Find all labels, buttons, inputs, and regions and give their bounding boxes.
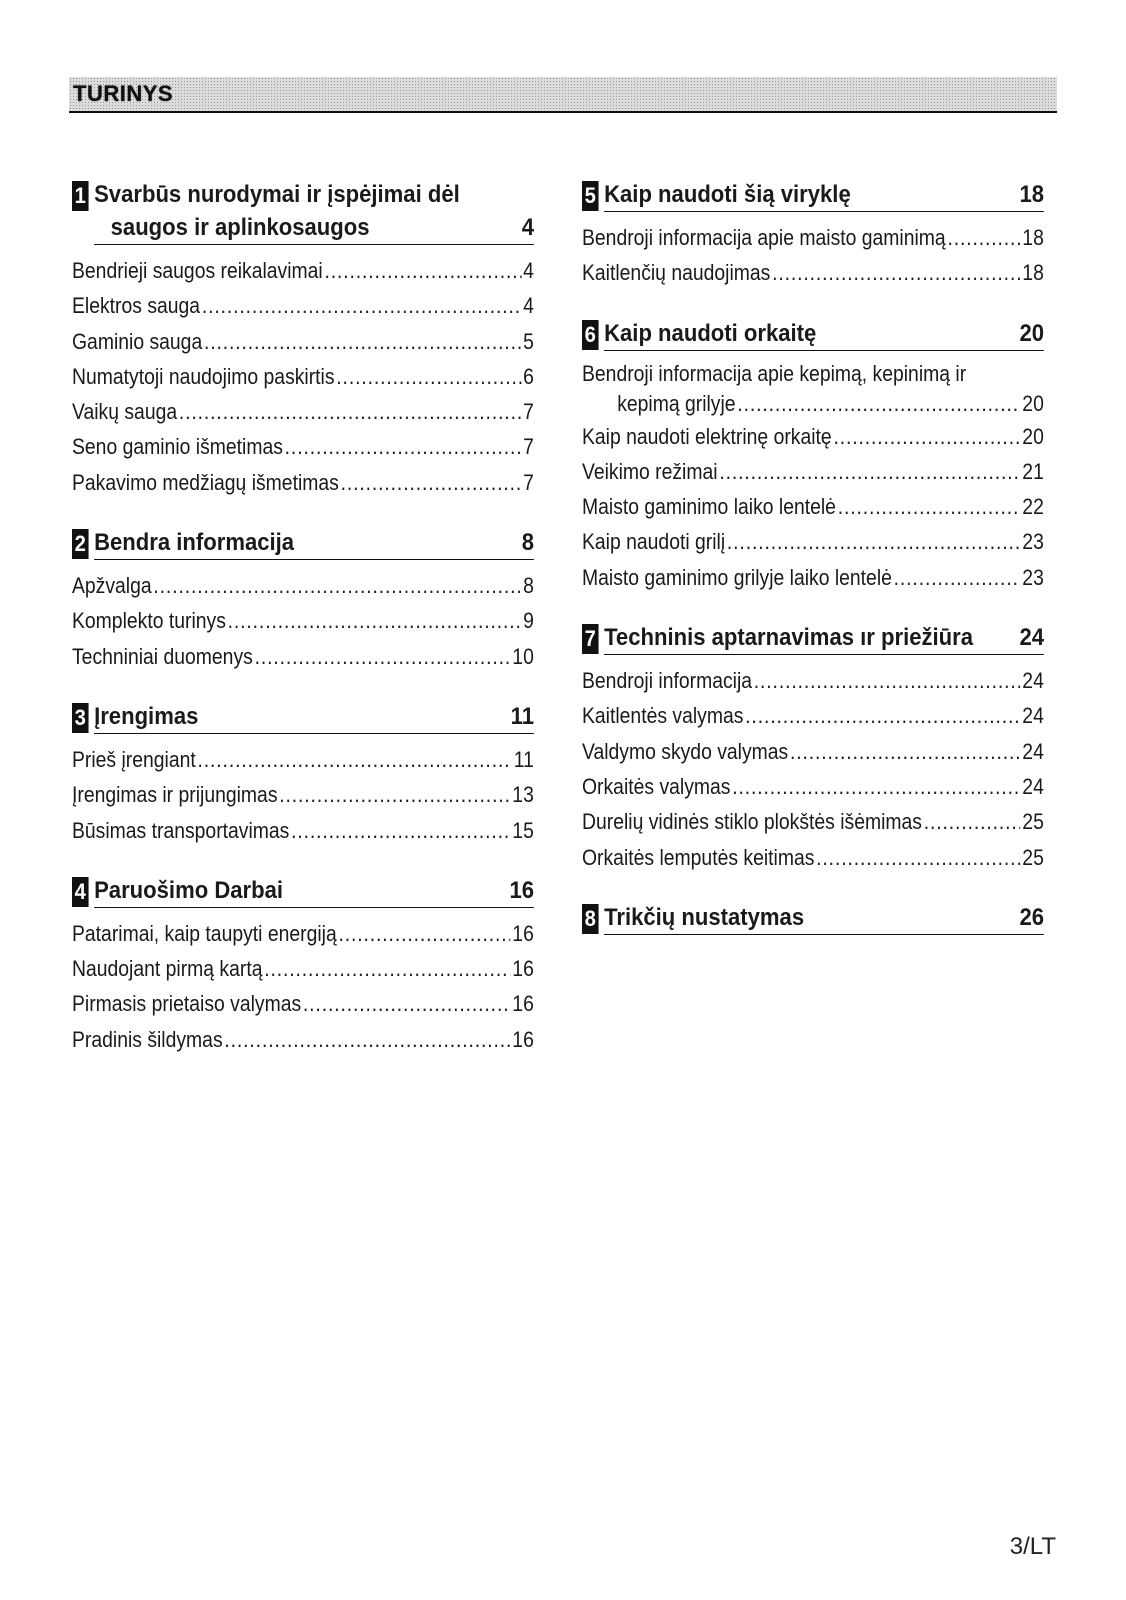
entry-label: Maisto gaminimo grilyje laiko lentelė bbox=[582, 564, 892, 590]
entry-page: 20 bbox=[1022, 390, 1044, 416]
leader-dots bbox=[279, 777, 510, 812]
section-entries bbox=[582, 663, 1044, 875]
section-heading[interactable] bbox=[582, 621, 1044, 655]
section-title-continued: saugos ir aplinkosaugos bbox=[110, 214, 370, 241]
leader-dots bbox=[737, 389, 1020, 419]
toc-right-column bbox=[582, 178, 1044, 961]
toc-entry[interactable] bbox=[72, 359, 534, 394]
section-number-badge: 3 bbox=[72, 703, 89, 733]
section-title: Bendra informacija bbox=[94, 529, 295, 557]
toc-entry[interactable] bbox=[72, 568, 534, 603]
entry-page: 20 bbox=[1022, 423, 1044, 449]
entry-page: 4 bbox=[523, 293, 534, 319]
entry-label: Bendroji informacija apie maisto gaminimą bbox=[582, 225, 946, 250]
entry-page: 9 bbox=[523, 608, 534, 634]
toc-section bbox=[72, 874, 534, 1057]
section-title-wrap bbox=[94, 526, 534, 560]
leader-dots bbox=[285, 429, 522, 464]
toc-left-column bbox=[72, 178, 534, 1083]
section-entries bbox=[72, 253, 534, 500]
toc-entry[interactable] bbox=[72, 253, 534, 288]
section-page: 18 bbox=[1019, 181, 1045, 208]
section-title-wrap bbox=[604, 317, 1044, 351]
page-heading: TURINYS bbox=[73, 81, 174, 106]
leader-dots bbox=[727, 524, 1021, 559]
entry-page: 16 bbox=[512, 956, 534, 982]
toc-entry[interactable] bbox=[582, 804, 1044, 839]
section-title-line bbox=[604, 621, 1044, 655]
entry-page: 15 bbox=[512, 817, 534, 843]
entry-label: Gaminio sauga bbox=[72, 328, 203, 354]
leader-dots bbox=[303, 986, 511, 1021]
section-page: 11 bbox=[510, 702, 535, 730]
toc-entry[interactable] bbox=[582, 454, 1044, 489]
section-title: Svarbūs nurodymai ir įspėjimai dėl bbox=[94, 181, 460, 208]
entry-label: Kaip naudoti grilį bbox=[582, 529, 726, 555]
toc-entry[interactable] bbox=[582, 220, 1044, 255]
leader-dots bbox=[754, 663, 1021, 698]
section-title: Kaip naudoti šią viryklę bbox=[604, 181, 851, 208]
toc-section bbox=[582, 317, 1044, 595]
section-number-badge: 2 bbox=[72, 529, 89, 559]
leader-dots bbox=[924, 804, 1021, 839]
leader-dots bbox=[338, 916, 510, 951]
toc-section bbox=[72, 526, 534, 674]
section-title-wrap bbox=[94, 178, 534, 245]
entry-page: 23 bbox=[1022, 564, 1044, 590]
leader-dots bbox=[324, 253, 521, 288]
section-entries bbox=[72, 742, 534, 848]
entry-label: Kaip naudoti elektrinę orkaitę bbox=[582, 423, 832, 449]
toc-entry[interactable] bbox=[582, 698, 1044, 733]
entry-label: Patarimai, kaip taupyti energiją bbox=[72, 920, 337, 946]
leader-dots bbox=[198, 742, 512, 777]
entry-label: Techniniai duomenys bbox=[72, 643, 253, 669]
section-title-line bbox=[94, 700, 534, 734]
toc-entry[interactable] bbox=[72, 465, 534, 500]
toc-entry[interactable] bbox=[582, 359, 1044, 419]
section-title: Įrengimas bbox=[94, 702, 199, 730]
entry-label: Orkaitės valymas bbox=[582, 773, 731, 799]
toc-entry[interactable] bbox=[582, 560, 1044, 595]
entry-label: Maisto gaminimo laiko lentelė bbox=[582, 494, 836, 520]
section-title: Kaip naudoti orkaitę bbox=[604, 319, 817, 347]
section-heading[interactable] bbox=[582, 317, 1044, 351]
toc-entry[interactable] bbox=[72, 394, 534, 429]
toc-section bbox=[72, 178, 534, 500]
section-heading[interactable] bbox=[72, 700, 534, 734]
header-bar bbox=[69, 77, 1057, 113]
toc-entry[interactable] bbox=[582, 419, 1044, 454]
section-title-line bbox=[94, 178, 534, 211]
toc-entry[interactable] bbox=[582, 524, 1044, 559]
toc-entry[interactable] bbox=[72, 603, 534, 638]
entry-label: Pakavimo medžiagų išmetimas bbox=[72, 469, 339, 495]
entry-label-continued: kepimą grilyje bbox=[617, 390, 736, 416]
toc-entry[interactable] bbox=[72, 951, 534, 986]
toc-entry[interactable] bbox=[582, 840, 1044, 875]
entry-page: 23 bbox=[1022, 529, 1044, 555]
section-title: Trikčių nustatymas bbox=[604, 903, 805, 931]
section-number-badge: 7 bbox=[582, 624, 599, 654]
section-number-badge: 4 bbox=[72, 877, 89, 907]
section-page: 24 bbox=[1019, 624, 1045, 652]
section-title-wrap bbox=[604, 178, 1044, 212]
entry-page: 24 bbox=[1022, 738, 1044, 764]
leader-dots bbox=[153, 568, 521, 603]
entry-page: 22 bbox=[1022, 494, 1044, 520]
entry-page: 11 bbox=[513, 746, 534, 772]
leader-dots bbox=[341, 465, 522, 500]
section-title: Techninis aptarnavimas ır priežiūra bbox=[604, 624, 974, 652]
entry-page: 16 bbox=[512, 1026, 534, 1052]
entry-label: Bendroji informacija bbox=[582, 668, 753, 694]
entry-page: 7 bbox=[523, 469, 534, 495]
entry-page: 16 bbox=[512, 991, 534, 1017]
entry-label: Apžvalga bbox=[72, 573, 152, 599]
entry-page: 16 bbox=[512, 920, 534, 946]
leader-dots bbox=[291, 813, 510, 848]
section-number-badge: 5 bbox=[582, 181, 599, 211]
leader-dots bbox=[719, 454, 1020, 489]
section-title-line bbox=[94, 211, 534, 245]
entry-label: Bendroji informacija apie kepimą, kepinimą ir bbox=[582, 360, 967, 386]
entry-label: Bendrieji saugos reikalavimai bbox=[72, 258, 323, 283]
toc-entry[interactable] bbox=[72, 742, 534, 777]
entry-label: Komplekto turinys bbox=[72, 608, 226, 634]
leader-dots bbox=[790, 734, 1021, 769]
entry-page: 18 bbox=[1022, 225, 1044, 250]
section-page: 20 bbox=[1019, 319, 1045, 347]
leader-dots bbox=[894, 560, 1021, 595]
leader-dots bbox=[264, 951, 510, 986]
section-entries bbox=[582, 359, 1044, 595]
section-title-line bbox=[604, 178, 1044, 212]
entry-label: Kaitlenčių naudojimas bbox=[582, 260, 771, 286]
toc-entry[interactable] bbox=[582, 255, 1044, 290]
entry-page: 18 bbox=[1022, 260, 1044, 286]
entry-label: Durelių vidinės stiklo plokštės išėmimas bbox=[582, 809, 922, 835]
entry-label: Elektros sauga bbox=[72, 293, 201, 319]
section-page: 8 bbox=[521, 529, 535, 557]
section-title-wrap bbox=[94, 874, 534, 908]
leader-dots bbox=[179, 394, 521, 429]
entry-page: 21 bbox=[1022, 458, 1044, 484]
leader-dots bbox=[202, 288, 521, 323]
page-number: 3/LT bbox=[1009, 1533, 1056, 1560]
leader-dots bbox=[204, 324, 521, 359]
toc-section bbox=[582, 621, 1044, 875]
leader-dots bbox=[833, 419, 1020, 454]
toc-entry[interactable] bbox=[582, 663, 1044, 698]
section-page: 26 bbox=[1019, 903, 1045, 931]
toc-entry[interactable] bbox=[72, 429, 534, 464]
section-heading[interactable] bbox=[582, 178, 1044, 212]
section-heading[interactable] bbox=[72, 178, 534, 245]
entry-page: 8 bbox=[523, 573, 534, 599]
toc-entry[interactable] bbox=[582, 489, 1044, 524]
section-title-wrap bbox=[94, 700, 534, 734]
section-title-line bbox=[604, 317, 1044, 351]
toc-section bbox=[582, 901, 1044, 935]
toc-entry[interactable] bbox=[72, 324, 534, 359]
entry-page: 24 bbox=[1022, 773, 1044, 799]
entry-label: Orkaitės lemputės keitimas bbox=[582, 844, 815, 870]
section-heading[interactable] bbox=[72, 526, 534, 560]
toc-section bbox=[582, 178, 1044, 291]
toc-entry[interactable] bbox=[582, 769, 1044, 804]
toc-entry[interactable] bbox=[72, 639, 534, 674]
leader-dots bbox=[745, 698, 1020, 733]
entry-page: 24 bbox=[1022, 703, 1044, 729]
toc-entry[interactable] bbox=[72, 1022, 534, 1057]
section-page: 4 bbox=[521, 214, 535, 241]
entry-label: Vaikų sauga bbox=[72, 399, 178, 425]
leader-dots bbox=[224, 1022, 510, 1057]
entry-label: Pirmasis prietaiso valymas bbox=[72, 991, 302, 1017]
section-heading[interactable] bbox=[72, 874, 534, 908]
entry-page: 5 bbox=[523, 328, 534, 354]
section-entries bbox=[582, 220, 1044, 291]
toc-entry[interactable] bbox=[72, 777, 534, 812]
entry-label: Įrengimas ir prijungimas bbox=[72, 782, 278, 808]
leader-dots bbox=[947, 220, 1020, 255]
entry-label: Prieš įrengiant bbox=[72, 746, 196, 772]
section-title-line bbox=[94, 526, 534, 560]
section-page: 16 bbox=[509, 876, 535, 904]
entry-label: Naudojant pirmą kartą bbox=[72, 956, 263, 982]
section-title-wrap bbox=[604, 901, 1044, 935]
leader-dots bbox=[816, 840, 1020, 875]
leader-dots bbox=[838, 489, 1021, 524]
toc-entry[interactable] bbox=[72, 813, 534, 848]
entry-label: Būsimas transportavimas bbox=[72, 817, 290, 843]
section-title: Paruošimo Darbai bbox=[94, 876, 284, 904]
entry-page: 24 bbox=[1022, 668, 1044, 694]
toc-entry[interactable] bbox=[582, 734, 1044, 769]
section-number-badge: 1 bbox=[72, 181, 89, 211]
leader-dots bbox=[732, 769, 1020, 804]
entry-label: Veikimo režimai bbox=[582, 458, 718, 484]
leader-dots bbox=[228, 603, 522, 638]
leader-dots bbox=[336, 359, 521, 394]
entry-page: 4 bbox=[523, 258, 534, 283]
entry-page: 10 bbox=[512, 643, 534, 669]
leader-dots bbox=[255, 639, 511, 674]
toc-section bbox=[72, 700, 534, 848]
toc-entry[interactable] bbox=[72, 288, 534, 323]
toc-entry[interactable] bbox=[72, 916, 534, 951]
section-title-line bbox=[94, 874, 534, 908]
entry-page: 13 bbox=[512, 782, 534, 808]
entry-label: Pradinis šildymas bbox=[72, 1026, 223, 1052]
toc-entry[interactable] bbox=[72, 986, 534, 1021]
entry-page: 6 bbox=[523, 363, 534, 389]
entry-page: 7 bbox=[523, 399, 534, 425]
leader-dots bbox=[772, 255, 1020, 290]
entry-line bbox=[582, 389, 1044, 419]
section-number-badge: 8 bbox=[582, 904, 599, 934]
entry-page: 7 bbox=[523, 434, 534, 460]
entry-label: Numatytoji naudojimo paskirtis bbox=[72, 363, 335, 389]
section-title-line bbox=[604, 901, 1044, 935]
entry-label: Kaitlentės valymas bbox=[582, 703, 744, 729]
section-entries bbox=[72, 916, 534, 1057]
entry-page: 25 bbox=[1022, 809, 1044, 835]
entry-label: Valdymo skydo valymas bbox=[582, 738, 789, 764]
section-title-wrap bbox=[604, 621, 1044, 655]
section-heading[interactable] bbox=[582, 901, 1044, 935]
section-number-badge: 6 bbox=[582, 320, 599, 350]
section-entries bbox=[72, 568, 534, 674]
entry-label: Seno gaminio išmetimas bbox=[72, 434, 283, 460]
entry-page: 25 bbox=[1022, 844, 1044, 870]
